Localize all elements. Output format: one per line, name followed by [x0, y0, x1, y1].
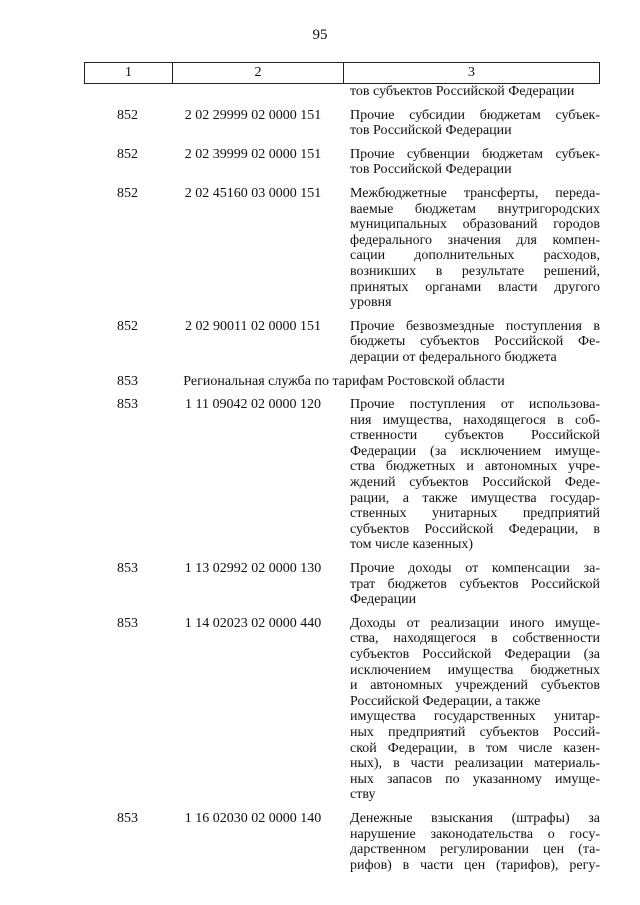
- desc-line: субъектов Российской Федерации, в: [350, 521, 600, 537]
- section-title: Региональная служба по тарифам Ростовской области: [183, 373, 505, 389]
- budget-code: 2 02 29999 02 0000 151: [184, 107, 322, 123]
- desc-line: Федерации: [350, 592, 417, 608]
- continuation-line: тов субъектов Российской Федерации: [350, 84, 575, 99]
- row-description: [350, 616, 600, 803]
- admin-code: 852: [117, 107, 138, 123]
- budget-code: 2 02 39999 02 0000 151: [184, 146, 322, 162]
- table-row: [84, 147, 600, 178]
- desc-line: Денежные взыскания (штрафы) за: [350, 810, 600, 826]
- budget-code: 1 11 09042 02 0000 120: [185, 397, 321, 413]
- budget-code: 1 14 02023 02 0000 440: [184, 615, 322, 631]
- table-row: [84, 811, 600, 873]
- budget-code: 1 16 02030 02 0000 140: [184, 810, 322, 826]
- section-title-row: [84, 374, 600, 390]
- table-body: [84, 84, 600, 873]
- table-row: [84, 186, 600, 311]
- desc-line: принятых органами власти другого: [350, 279, 600, 295]
- desc-line: Прочие поступления от использова-: [350, 397, 600, 413]
- desc-line: ственных унитарных предприятий: [350, 506, 600, 522]
- desc-line: ных), в части реализации материаль-: [350, 756, 600, 772]
- desc-line: Межбюджетные трансферты, переда-: [350, 185, 600, 201]
- desc-line: Доходы от реализации иного имуще-: [350, 615, 600, 631]
- admin-code: 853: [117, 397, 138, 413]
- header-col-2: 2: [173, 63, 344, 83]
- desc-line: рации, а также имущества государ-: [350, 490, 600, 506]
- desc-line: трат бюджетов субъектов Российской: [350, 576, 600, 592]
- admin-code: 853: [117, 561, 138, 577]
- header-col-3: 3: [468, 65, 475, 80]
- table-row: [84, 616, 600, 803]
- desc-line: ской Федерации, в том числе казен-: [350, 740, 600, 756]
- row-description: [350, 319, 600, 366]
- desc-line: том числе казенных): [350, 537, 474, 553]
- desc-line: тов Российской Федерации: [350, 162, 512, 178]
- desc-line: сации дополнительных расходов,: [350, 248, 600, 264]
- budget-code: 2 02 45160 03 0000 151: [184, 185, 322, 201]
- desc-line: ния имущества, находящегося в соб-: [350, 412, 600, 428]
- budget-code: 1 13 02992 02 0000 130: [184, 561, 322, 577]
- table-row: [84, 397, 600, 553]
- page-number: 95: [312, 27, 328, 43]
- desc-line: Прочие доходы от компенсации за-: [350, 561, 600, 577]
- desc-line: ваемые бюджетам внутригородских: [350, 201, 600, 217]
- desc-line: Прочие субвенции бюджетам субъек-: [350, 146, 600, 162]
- row-description: [350, 397, 600, 553]
- desc-line: ства бюджетных и автономных учре-: [350, 459, 600, 475]
- row-description: [350, 186, 600, 311]
- row-description: [350, 147, 600, 178]
- header-col-1: 1: [85, 63, 173, 83]
- desc-line: ных предприятий субъектов Россий-: [350, 724, 600, 740]
- row-description: [350, 811, 600, 873]
- desc-line: ства, находящегося в собственности: [350, 631, 600, 647]
- desc-line: уровня: [350, 295, 392, 311]
- desc-line: ждений субъектов Российской Феде-: [350, 475, 600, 491]
- desc-line: ных запасов по указанному имуще-: [350, 771, 600, 787]
- row-description: [350, 108, 600, 139]
- desc-line: федерального значения для компен-: [350, 232, 600, 248]
- admin-code: 853: [117, 810, 138, 826]
- desc-line: ственности субъектов Российской: [350, 428, 600, 444]
- desc-line: и автономных учреждений субъектов: [350, 678, 600, 694]
- desc-line: ству: [350, 787, 376, 803]
- table-header: [84, 62, 600, 84]
- admin-code: 852: [117, 146, 138, 162]
- admin-code: 853: [117, 615, 138, 631]
- row-description: [350, 561, 600, 608]
- admin-code: 852: [117, 318, 138, 334]
- admin-code: 852: [117, 185, 138, 201]
- continuation-row: [84, 84, 600, 100]
- desc-line: субъектов Российской Федерации (за: [350, 647, 600, 662]
- desc-line: Прочие субсидии бюджетам субъек-: [350, 107, 600, 123]
- desc-line: Прочие безвозмездные поступления в: [350, 318, 600, 334]
- desc-line: имущества государственных унитар-: [350, 709, 600, 725]
- desc-line: бюджеты субъектов Российской Фе-: [350, 334, 600, 350]
- table-row: [84, 108, 600, 139]
- budget-code: 2 02 90011 02 0000 151: [185, 318, 321, 334]
- desc-line: дарственном регулировании цен (та-: [350, 842, 600, 858]
- desc-line: дерации от федерального бюджета: [350, 349, 557, 365]
- desc-line: нарушение законодательства о госу-: [350, 826, 600, 842]
- desc-line: муниципальных образований городов: [350, 217, 600, 233]
- desc-line: Федерации (за исключением имуще-: [350, 443, 600, 459]
- desc-line: Российской Федерации, а также: [350, 693, 541, 709]
- desc-line: возникших в результате решений,: [350, 263, 600, 279]
- desc-line: тов Российской Федерации: [350, 123, 512, 139]
- desc-line: рифов) в части цен (тарифов), регу-: [350, 857, 600, 873]
- desc-line: исключением имущества бюджетных: [350, 662, 600, 678]
- table-row: [84, 319, 600, 366]
- table-row: [84, 561, 600, 608]
- admin-code: 853: [117, 373, 138, 389]
